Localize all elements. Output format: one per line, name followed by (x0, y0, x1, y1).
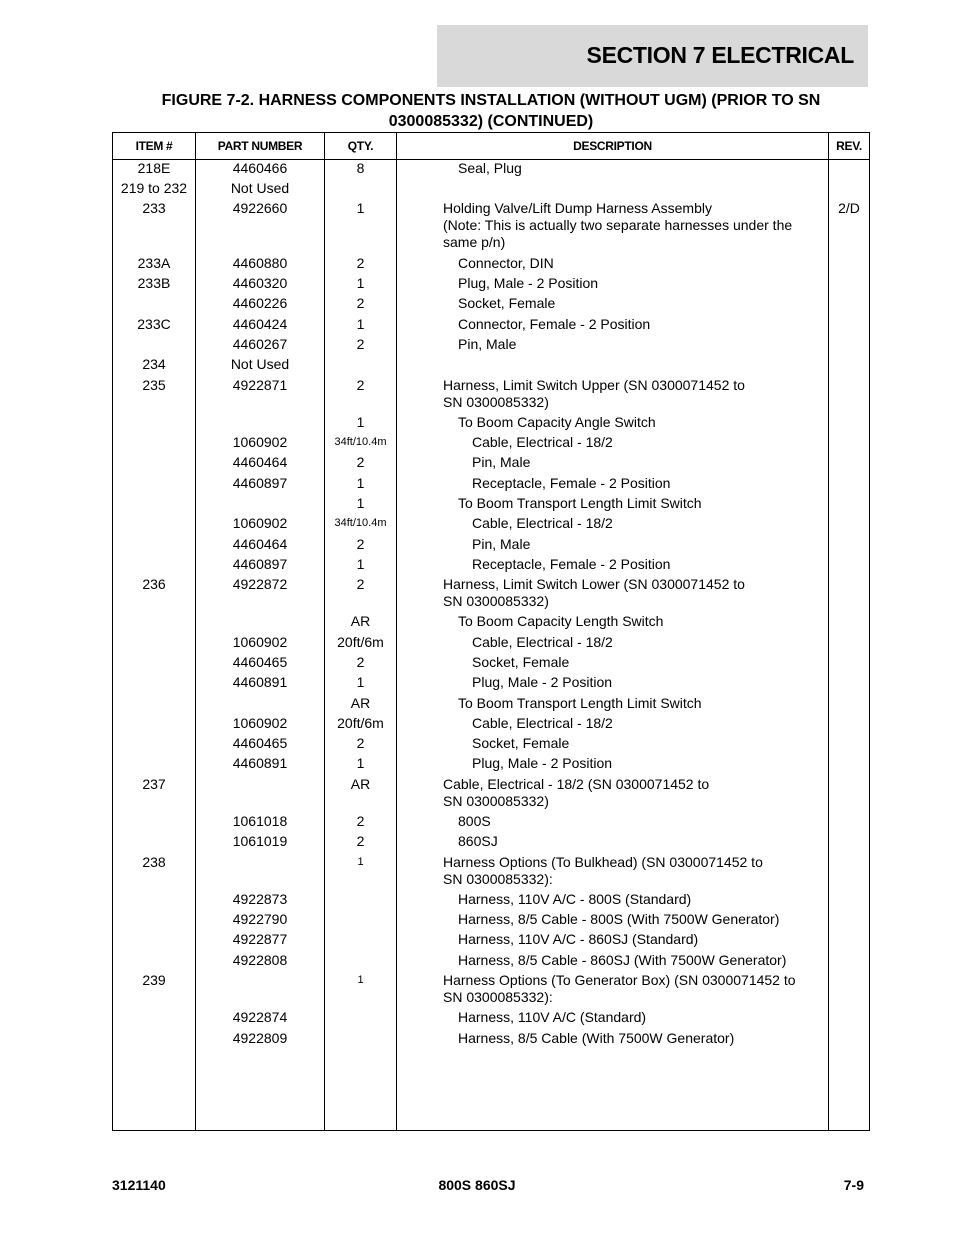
description: Pin, Male (472, 536, 531, 552)
item-number: 234 (142, 356, 166, 372)
description: Harness, 8/5 Cable - 800S (With 7500W Generator) (458, 911, 780, 927)
description: Harness, 110V A/C (Standard) (458, 1009, 647, 1025)
part-number: 1061019 (232, 833, 288, 849)
description: To Boom Transport Length Limit Switch (458, 495, 702, 511)
quantity: 2 (356, 295, 365, 311)
description: Harness Options (To Bulkhead) (SN 0300071452 to SN 0300085332): (443, 854, 763, 887)
part-number: 4460424 (232, 316, 288, 332)
description: Socket, Female (472, 654, 570, 670)
quantity: AR (350, 613, 371, 629)
description: Cable, Electrical - 18/2 (SN 0300071452 to SN 0300085332) (443, 776, 710, 809)
quantity: 2 (356, 576, 365, 592)
quantity: 2 (356, 336, 365, 352)
description: Pin, Male (458, 336, 517, 352)
item-number: 238 (142, 854, 166, 870)
part-number: 4922873 (232, 891, 288, 907)
footer-model: 800S 860SJ (438, 1177, 516, 1193)
quantity: AR (350, 695, 371, 711)
description: To Boom Transport Length Limit Switch (458, 695, 702, 711)
column-divider (828, 133, 829, 1130)
description: Cable, Electrical - 18/2 (472, 434, 613, 450)
description: Connector, DIN (458, 255, 554, 271)
part-number: 4922809 (232, 1030, 288, 1046)
quantity: 2 (356, 654, 365, 670)
part-number: 4460465 (232, 735, 288, 751)
section-header (437, 25, 868, 87)
part-number: 4922877 (232, 931, 288, 947)
quantity: 2 (356, 813, 365, 829)
parts-table (112, 132, 870, 1131)
description: Seal, Plug (458, 160, 522, 176)
header-rev: REV. (836, 139, 862, 153)
figure-title-line1: FIGURE 7-2. HARNESS COMPONENTS INSTALLATION (WITHOUT UGM) (PRIOR TO SN (161, 92, 821, 109)
quantity: 1 (356, 414, 365, 430)
quantity: 20ft/6m (337, 634, 384, 650)
description: Harness, 8/5 Cable (With 7500W Generator) (458, 1030, 735, 1046)
description: 860SJ (458, 833, 498, 849)
quantity: 20ft/6m (337, 715, 384, 731)
header-qty: QTY. (347, 139, 374, 153)
part-number: Not Used (230, 356, 290, 372)
quantity: 1 (356, 495, 365, 511)
quantity: 2 (356, 377, 365, 393)
table-header (113, 133, 869, 160)
part-number: 4922872 (232, 576, 288, 592)
quantity: 2 (356, 454, 365, 470)
description: 800S (458, 813, 491, 829)
part-number: 4922874 (232, 1009, 288, 1025)
part-number: 4460897 (232, 556, 288, 572)
part-number: Not Used (230, 180, 290, 196)
description: Cable, Electrical - 18/2 (472, 515, 613, 531)
description: Harness Options (To Generator Box) (SN 0300071452 to SN 0300085332): (443, 972, 796, 1005)
quantity: 1 (356, 475, 365, 491)
item-number: 236 (142, 576, 166, 592)
description: Connector, Female - 2 Position (458, 316, 651, 332)
description: To Boom Capacity Angle Switch (458, 414, 656, 430)
part-number: 4460466 (232, 160, 288, 176)
item-number: 233C (137, 316, 171, 332)
part-number: 4460320 (232, 275, 288, 291)
description: Harness, 110V A/C - 860SJ (Standard) (458, 931, 699, 947)
column-divider (396, 133, 397, 1130)
part-number: 4460226 (232, 295, 288, 311)
item-number: 219 to 232 (120, 180, 188, 196)
part-number: 4922790 (232, 911, 288, 927)
description: Cable, Electrical - 18/2 (472, 634, 613, 650)
item-number: 237 (142, 776, 166, 792)
description: Harness, 110V A/C - 800S (Standard) (458, 891, 692, 907)
quantity: 1 (357, 974, 364, 986)
part-number: 4460891 (232, 755, 288, 771)
header-part-number: PART NUMBER (217, 139, 303, 153)
description: Harness, Limit Switch Upper (SN 0300071452 to SN 0300085332) (443, 377, 745, 410)
quantity: 2 (356, 536, 365, 552)
quantity: AR (350, 776, 371, 792)
description: Pin, Male (472, 454, 531, 470)
part-number: 4460267 (232, 336, 288, 352)
revision: 2/D (838, 200, 860, 216)
part-number: 1060902 (232, 434, 288, 450)
description: Plug, Male - 2 Position (458, 275, 599, 291)
quantity: 1 (357, 856, 364, 868)
item-number: 233A (137, 255, 171, 271)
description: Receptacle, Female - 2 Position (472, 556, 671, 572)
part-number: 4460880 (232, 255, 288, 271)
part-number: 4922871 (232, 377, 288, 393)
description: Plug, Male - 2 Position (472, 674, 613, 690)
description: Receptacle, Female - 2 Position (472, 475, 671, 491)
part-number: 1060902 (232, 515, 288, 531)
item-number: 233 (142, 200, 166, 216)
part-number: 4460464 (232, 454, 288, 470)
part-number: 1060902 (232, 634, 288, 650)
item-number: 233B (137, 275, 171, 291)
header-item: ITEM # (135, 139, 173, 153)
description: Socket, Female (472, 735, 570, 751)
description: Socket, Female (458, 295, 556, 311)
quantity: 2 (356, 833, 365, 849)
quantity: 1 (356, 316, 365, 332)
quantity: 1 (356, 275, 365, 291)
quantity: 8 (356, 160, 365, 176)
part-number: 4922808 (232, 952, 288, 968)
item-number: 218E (137, 160, 171, 176)
part-number: 4922660 (232, 200, 288, 216)
quantity: 2 (356, 735, 365, 751)
item-number: 235 (142, 377, 166, 393)
quantity: 2 (356, 255, 365, 271)
section-title: SECTION 7 ELECTRICAL (586, 42, 854, 68)
part-number: 1060902 (232, 715, 288, 731)
description: To Boom Capacity Length Switch (458, 613, 664, 629)
quantity: 1 (356, 556, 365, 572)
part-number: 4460465 (232, 654, 288, 670)
quantity: 1 (356, 674, 365, 690)
quantity: 1 (356, 200, 365, 216)
description: Harness, 8/5 Cable - 860SJ (With 7500W Generator) (458, 952, 787, 968)
figure-title (112, 90, 870, 132)
part-number: 4460464 (232, 536, 288, 552)
description: Cable, Electrical - 18/2 (472, 715, 613, 731)
item-number: 239 (142, 972, 166, 988)
part-number: 1061018 (232, 813, 288, 829)
part-number: 4460891 (232, 674, 288, 690)
figure-title-line2: 0300085332) (CONTINUED) (388, 113, 594, 130)
part-number: 4460897 (232, 475, 288, 491)
header-description: DESCRIPTION (573, 139, 652, 153)
description: Harness, Limit Switch Lower (SN 0300071452 to SN 0300085332) (443, 576, 745, 609)
description: Holding Valve/Lift Dump Harness Assembly (Note: This is actually two separate harnesses under the same p/n) (443, 200, 793, 250)
description: Plug, Male - 2 Position (472, 755, 613, 771)
footer-doc-number: 3121140 (112, 1177, 166, 1193)
quantity: 34ft/10.4m (334, 517, 387, 529)
footer-page-number: 7-9 (843, 1177, 864, 1193)
quantity: 1 (356, 755, 365, 771)
quantity: 34ft/10.4m (334, 436, 387, 448)
